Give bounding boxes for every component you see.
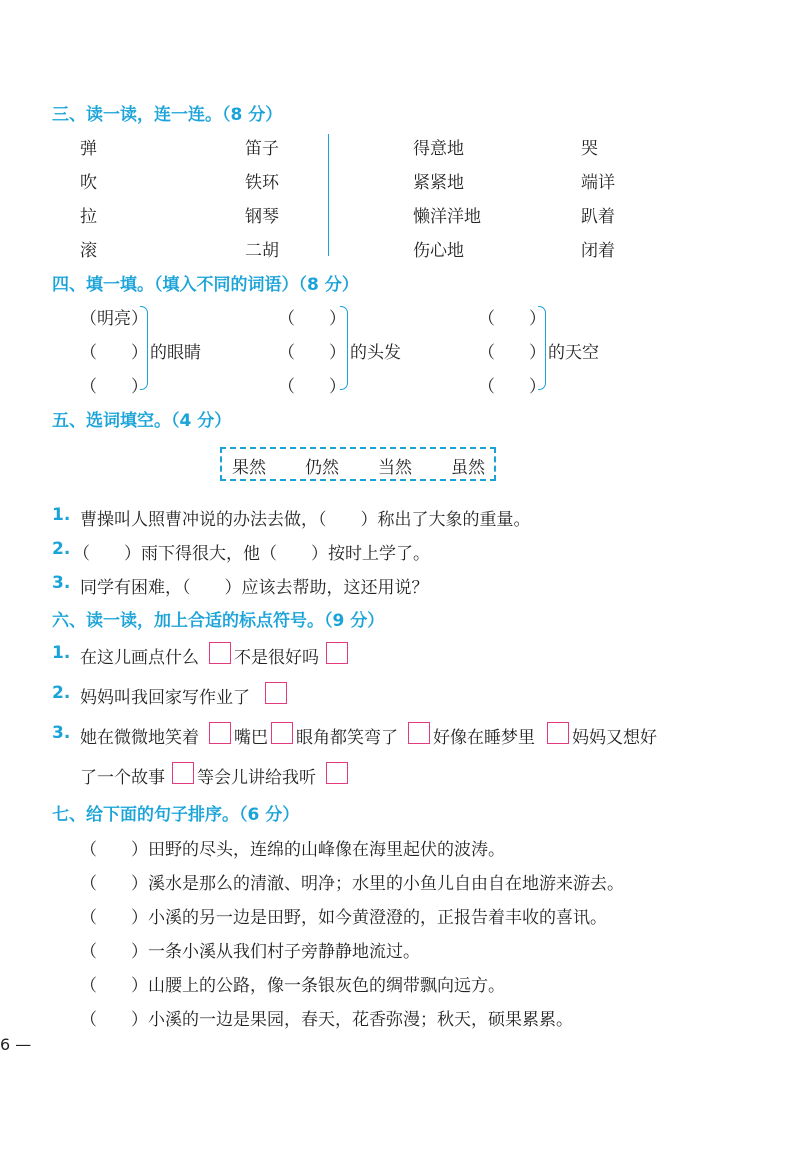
sentence-fragment: 嘴巴 [234, 728, 268, 748]
fill-blank[interactable]: （ ） [278, 309, 346, 329]
ordering-sentence[interactable]: （ ）一条小溪从我们村子旁静静地流过。 [80, 942, 420, 962]
section-3-heading: 三、读一读，连一连。（8 分） [52, 105, 283, 125]
section-7-heading: 七、给下面的句子排序。（6 分） [52, 805, 300, 825]
punctuation-box[interactable] [326, 762, 348, 784]
punctuation-box[interactable] [408, 722, 430, 744]
fill-blank[interactable]: （ ） [478, 343, 546, 363]
match-right-item: 得意地 [413, 139, 464, 159]
match-left-item: 拉 [80, 207, 97, 227]
phrase-label: 的头发 [350, 343, 401, 363]
question-number: 3. [52, 573, 71, 593]
punctuation-box[interactable] [547, 722, 569, 744]
match-left-item: 吹 [80, 173, 97, 193]
question-number: 2. [52, 683, 71, 703]
fill-blank[interactable]: （ ） [478, 377, 546, 397]
sentence-fragment: 妈妈又想好 [572, 728, 657, 748]
fill-blank[interactable]: （ ） [478, 309, 546, 329]
page-number: 6 — [0, 1035, 32, 1054]
match-right-target: 端详 [581, 173, 615, 193]
match-right-target: 闭着 [581, 241, 615, 261]
phrase-label: 的眼睛 [150, 343, 201, 363]
match-right-item: 懒洋洋地 [413, 207, 481, 227]
brace [538, 306, 546, 390]
fill-blank[interactable]: （ ） [278, 343, 346, 363]
word-bank-item: 果然 [232, 458, 266, 478]
match-left-target: 钢琴 [245, 207, 279, 227]
question-text: 同学有困难，（ ）应该去帮助，这还用说？ [80, 578, 429, 598]
punctuation-box[interactable] [271, 722, 293, 744]
section-divider [328, 134, 329, 256]
fill-blank[interactable]: （ ） [80, 343, 148, 363]
section-5-heading: 五、选词填空。（4 分） [52, 411, 232, 431]
ordering-sentence[interactable]: （ ）山腰上的公路，像一条银灰色的绸带飘向远方。 [80, 976, 505, 996]
punctuation-box[interactable] [172, 762, 194, 784]
sentence-fragment: 在这儿画点什么 [80, 648, 199, 668]
sentence-fragment: 妈妈叫我回家写作业了 [80, 688, 250, 708]
match-right-item: 伤心地 [413, 241, 464, 261]
match-left-item: 滚 [80, 241, 97, 261]
section-6-heading: 六、读一读，加上合适的标点符号。（9 分） [52, 611, 385, 631]
question-number: 2. [52, 539, 71, 559]
ordering-sentence[interactable]: （ ）小溪的一边是果园，春天，花香弥漫；秋天，硕果累累。 [80, 1010, 573, 1030]
ordering-sentence[interactable]: （ ）溪水是那么的清澈、明净；水里的小鱼儿自由自在地游来游去。 [80, 874, 624, 894]
sentence-fragment: 好像在睡梦里 [433, 728, 535, 748]
sentence-fragment: 了一个故事 [80, 768, 165, 788]
ordering-sentence[interactable]: （ ）小溪的另一边是田野，如今黄澄澄的，正报告着丰收的喜讯。 [80, 908, 607, 928]
fill-blank[interactable]: （ ） [80, 377, 148, 397]
fill-blank[interactable]: （ ） [278, 377, 346, 397]
match-left-item: 弹 [80, 139, 97, 159]
word-bank-item: 仍然 [305, 458, 339, 478]
match-right-target: 哭 [581, 139, 598, 159]
word-bank-item: 当然 [378, 458, 412, 478]
brace [340, 306, 348, 390]
sentence-fragment: 眼角都笑弯了 [296, 728, 398, 748]
fill-blank[interactable]: （明亮） [80, 309, 148, 329]
match-right-target: 趴着 [581, 207, 615, 227]
match-left-target: 铁环 [245, 173, 279, 193]
question-number: 3. [52, 723, 71, 743]
sentence-fragment: 不是很好吗 [234, 648, 319, 668]
brace [140, 306, 148, 390]
question-text: （ ）雨下得很大，他（ ）按时上学了。 [73, 544, 430, 564]
match-left-target: 二胡 [245, 241, 279, 261]
match-left-target: 笛子 [245, 139, 279, 159]
question-number: 1. [52, 643, 71, 663]
sentence-fragment: 她在微微地笑着 [80, 728, 199, 748]
question-text: 曹操叫人照曹冲说的办法去做，（ ）称出了大象的重量。 [80, 510, 531, 530]
question-number: 1. [52, 505, 71, 525]
section-4-heading: 四、填一填。（填入不同的词语）（8 分） [52, 275, 359, 295]
match-right-item: 紧紧地 [413, 173, 464, 193]
phrase-label: 的天空 [548, 343, 599, 363]
punctuation-box[interactable] [326, 642, 348, 664]
sentence-fragment: 等会儿讲给我听 [197, 768, 316, 788]
punctuation-box[interactable] [209, 642, 231, 664]
ordering-sentence[interactable]: （ ）田野的尽头，连绵的山峰像在海里起伏的波涛。 [80, 840, 505, 860]
punctuation-box[interactable] [209, 722, 231, 744]
punctuation-box[interactable] [265, 682, 287, 704]
word-bank-item: 虽然 [451, 458, 485, 478]
